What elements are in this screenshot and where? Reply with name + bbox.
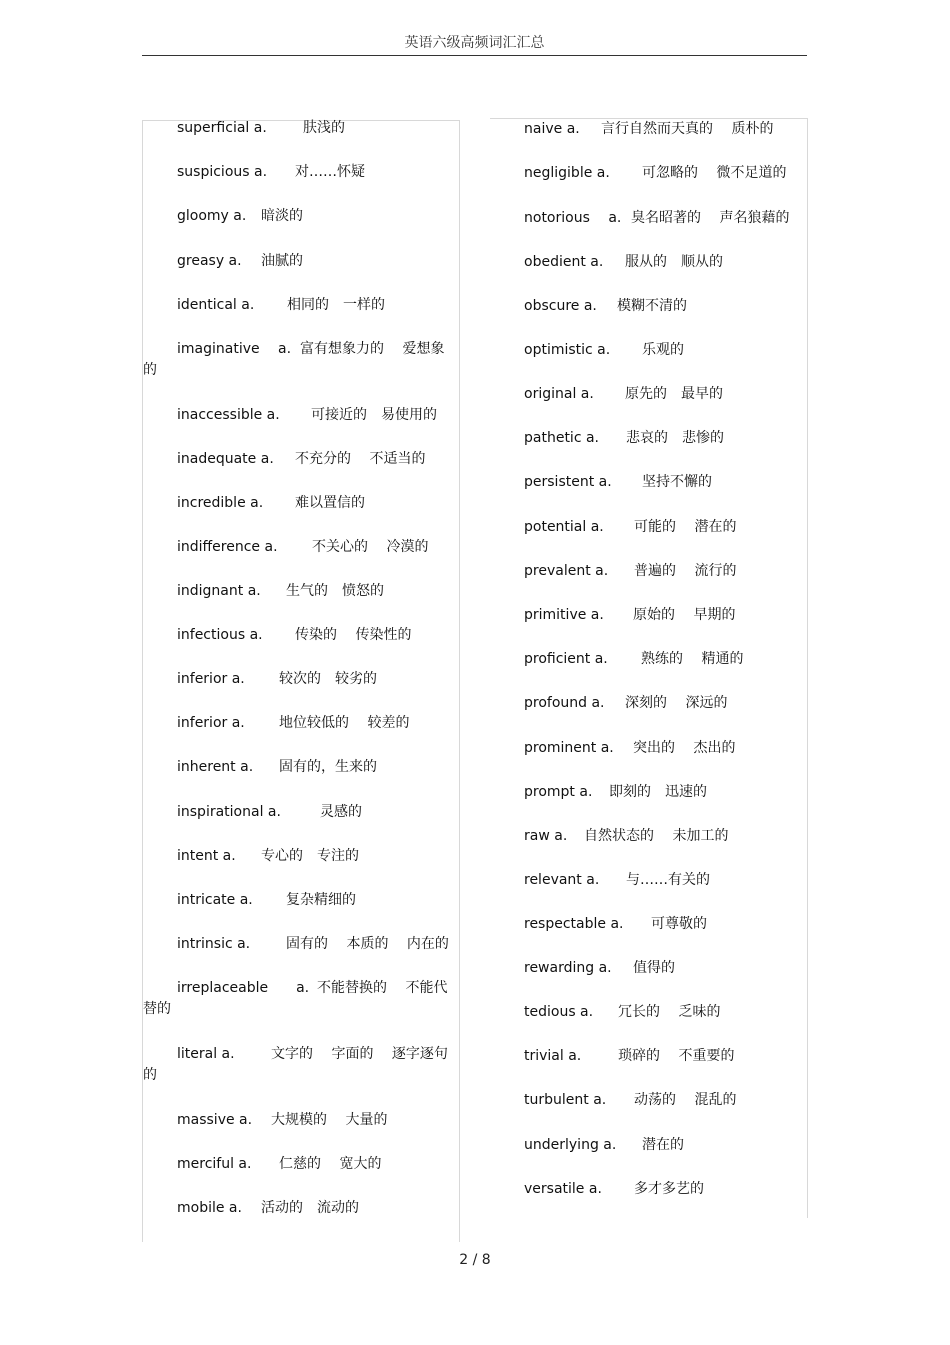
vocab-entry-line (490, 605, 808, 626)
vocab-entry-line (490, 1135, 808, 1156)
vocab-word: irreplaceable a. (177, 980, 310, 996)
vocab-entry-line (143, 757, 461, 778)
vocab-entry (490, 649, 808, 670)
vocab-entry-line (143, 1198, 461, 1219)
vocab-entry (490, 163, 808, 184)
vocab-entry-line (143, 846, 461, 867)
vocab-entry-line (490, 1179, 808, 1200)
vocab-entry-line (143, 493, 461, 514)
vocab-meaning: 言行自然而天真的 质朴的 (601, 121, 774, 137)
vocab-word: imaginative a. (177, 341, 292, 357)
vocab-word: intrinsic a. (177, 936, 251, 952)
vocab-entry (143, 757, 461, 778)
vocab-entry (143, 581, 461, 602)
vocab-meaning: 与……有关的 (626, 872, 710, 888)
vocab-entry (490, 252, 808, 273)
vocab-word: rewarding a. (524, 960, 612, 976)
vocab-meaning: 熟练的 精通的 (641, 651, 744, 667)
vocab-entry-line (143, 1044, 461, 1065)
vocab-entry (143, 206, 461, 227)
vocab-word: identical a. (177, 297, 255, 313)
vocab-entry (490, 208, 808, 229)
vocab-entry (143, 339, 461, 381)
vocab-meaning: 多才多艺的 (634, 1181, 704, 1197)
vocab-entry (143, 625, 461, 646)
vocab-entry (490, 1090, 808, 1111)
vocab-meaning: 文字的 字面的 逐字逐句 (271, 1046, 448, 1062)
vocab-meaning: 原始的 早期的 (633, 607, 736, 623)
vocab-meaning: 不关心的 冷漠的 (312, 539, 429, 555)
vocab-word: infectious a. (177, 627, 263, 643)
vocab-word: inferior a. (177, 671, 245, 687)
vocab-word: prominent a. (524, 740, 614, 756)
vocab-meaning: 地位较低的 较差的 (279, 715, 410, 731)
vocab-word: intent a. (177, 848, 236, 864)
vocab-entry (143, 1110, 461, 1131)
vocab-entry-line (490, 119, 808, 140)
vocab-entry-line (490, 649, 808, 670)
vocab-entry (490, 738, 808, 759)
vocab-meaning: 臭名昭著的 声名狼藉的 (631, 210, 790, 226)
vocab-meaning: 乐观的 (642, 342, 684, 358)
vocab-meaning: 复杂精细的 (286, 892, 356, 908)
vocab-meaning: 不充分的 不适当的 (295, 451, 426, 467)
vocab-entry-line (490, 296, 808, 317)
vocab-meaning: 突出的 杰出的 (633, 740, 736, 756)
vocab-meaning: 对……怀疑 (295, 164, 365, 180)
right-vocabulary-column (490, 118, 808, 1218)
vocab-meaning: 原先的 最早的 (625, 386, 723, 402)
vocab-word: prompt a. (524, 784, 593, 800)
vocab-meaning: 可接近的 易使用的 (311, 407, 437, 423)
vocab-entry-line (490, 826, 808, 847)
vocab-meaning: 相同的 一样的 (287, 297, 385, 313)
vocab-entry-line (490, 914, 808, 935)
vocab-entry (490, 870, 808, 891)
vocab-meaning: 琐碎的 不重要的 (618, 1048, 735, 1064)
vocab-word: potential a. (524, 519, 604, 535)
vocab-meaning: 难以置信的 (295, 495, 365, 511)
vocab-meaning: 可尊敬的 (651, 916, 707, 932)
vocab-entry-line (490, 1046, 808, 1067)
vocab-entry (490, 296, 808, 317)
vocab-meaning: 较次的 较劣的 (279, 671, 377, 687)
vocab-word: notorious a. (524, 210, 622, 226)
vocab-word: tedious a. (524, 1004, 594, 1020)
vocab-entry (143, 405, 461, 426)
vocab-word: negligible a. (524, 165, 610, 181)
vocab-meaning: 服从的 顺从的 (625, 254, 723, 270)
vocab-word: inadequate a. (177, 451, 274, 467)
vocab-meaning: 冗长的 乏味的 (618, 1004, 721, 1020)
vocab-entry (490, 826, 808, 847)
vocab-entry (490, 428, 808, 449)
vocab-meaning: 悲哀的 悲惨的 (626, 430, 724, 446)
vocab-entry (143, 449, 461, 470)
vocab-entry (490, 384, 808, 405)
vocab-meaning: 固有的 本质的 内在的 (286, 936, 449, 952)
vocab-word: turbulent a. (524, 1092, 607, 1108)
vocab-word: obscure a. (524, 298, 597, 314)
vocab-entry-line (143, 890, 461, 911)
vocab-word: mobile a. (177, 1200, 242, 1216)
vocab-entry-line (143, 251, 461, 272)
vocab-meaning: 自然状态的 未加工的 (584, 828, 729, 844)
vocab-meaning: 模糊不清的 (617, 298, 687, 314)
vocab-entry (490, 605, 808, 626)
vocab-entry-line (490, 958, 808, 979)
vocab-entry-line (490, 428, 808, 449)
vocab-word: indifference a. (177, 539, 278, 555)
vocab-entry-line (143, 1154, 461, 1175)
vocab-entry (143, 890, 461, 911)
vocab-word: persistent a. (524, 474, 612, 490)
vocab-meaning: 固有的，生来的 (279, 759, 377, 775)
vocab-meaning: 富有想象力的 爱想象 (300, 341, 445, 357)
vocab-entry (490, 517, 808, 538)
vocab-entry (143, 1044, 461, 1086)
vocab-entry-line (143, 537, 461, 558)
left-vocabulary-column (142, 120, 460, 1242)
document-header-title: 英语六级高频词汇汇总 (404, 35, 545, 51)
vocab-meaning-continuation: 的 (143, 1067, 157, 1083)
vocab-entry-line (490, 870, 808, 891)
vocab-entry (490, 1179, 808, 1200)
vocab-entry-line (143, 405, 461, 426)
vocab-entry (143, 493, 461, 514)
vocab-entry (143, 118, 461, 139)
vocab-entry (490, 693, 808, 714)
vocab-entry-line (490, 1002, 808, 1023)
vocab-word: massive a. (177, 1112, 253, 1128)
vocab-entry-line (143, 625, 461, 646)
vocab-entry (490, 1135, 808, 1156)
vocab-word: respectable a. (524, 916, 624, 932)
vocab-entry (143, 669, 461, 690)
vocab-entry (143, 846, 461, 867)
vocab-meaning: 仁慈的 宽大的 (279, 1156, 382, 1172)
vocab-meaning: 肤浅的 (303, 120, 345, 136)
vocab-entry-line (490, 340, 808, 361)
vocab-entry-line (143, 978, 461, 999)
vocab-meaning-continuation: 替的 (143, 1001, 171, 1017)
vocab-meaning: 暗淡的 (261, 208, 303, 224)
vocab-entry (143, 713, 461, 734)
vocab-word: inherent a. (177, 759, 254, 775)
vocab-entry (490, 561, 808, 582)
vocab-entry-line (143, 118, 461, 139)
vocab-entry (490, 1046, 808, 1067)
vocab-entry (143, 978, 461, 1020)
vocab-entry (143, 1198, 461, 1219)
vocab-entry-line (143, 581, 461, 602)
vocab-entry-line (143, 713, 461, 734)
vocab-entry (490, 1002, 808, 1023)
vocab-word: gloomy a. (177, 208, 247, 224)
vocab-entry (490, 782, 808, 803)
vocab-word: primitive a. (524, 607, 604, 623)
vocab-word: inaccessible a. (177, 407, 280, 423)
vocab-entry-line (490, 252, 808, 273)
vocab-entry (143, 537, 461, 558)
vocab-meaning: 生气的 愤怒的 (286, 583, 384, 599)
vocab-entry-line (490, 782, 808, 803)
vocab-entry-line (143, 295, 461, 316)
vocab-entry-line (143, 449, 461, 470)
vocab-word: superficial a. (177, 120, 267, 136)
vocab-entry (490, 119, 808, 140)
vocab-meaning: 即刻的 迅速的 (609, 784, 707, 800)
vocab-word: relevant a. (524, 872, 600, 888)
vocab-entry (143, 162, 461, 183)
vocab-entry-line (143, 206, 461, 227)
vocab-meaning: 值得的 (633, 960, 675, 976)
vocab-word: pathetic a. (524, 430, 599, 446)
vocab-entry (143, 934, 461, 955)
vocab-entry-line (143, 162, 461, 183)
vocab-word: proficient a. (524, 651, 608, 667)
vocab-entry (490, 472, 808, 493)
vocab-meaning: 潜在的 (642, 1137, 684, 1153)
vocab-entry-line (490, 738, 808, 759)
vocab-entry-line (490, 561, 808, 582)
vocab-word: suspicious a. (177, 164, 268, 180)
vocab-meaning: 专心的 专注的 (261, 848, 359, 864)
vocab-entry (143, 295, 461, 316)
vocab-entry-line (143, 669, 461, 690)
vocab-meaning: 动荡的 混乱的 (634, 1092, 737, 1108)
vocab-entry (143, 802, 461, 823)
vocab-entry-line (490, 693, 808, 714)
vocab-entry (143, 251, 461, 272)
vocab-word: inferior a. (177, 715, 245, 731)
vocab-entry-line (490, 163, 808, 184)
vocab-word: merciful a. (177, 1156, 252, 1172)
vocab-entry-line (490, 384, 808, 405)
vocab-meaning: 坚持不懈的 (642, 474, 712, 490)
vocab-word: incredible a. (177, 495, 264, 511)
vocab-meaning: 深刻的 深远的 (625, 695, 728, 711)
vocab-meaning: 活动的 流动的 (261, 1200, 359, 1216)
vocab-word: optimistic a. (524, 342, 611, 358)
vocab-entry-line (490, 208, 808, 229)
vocab-word: greasy a. (177, 253, 242, 269)
vocab-entry-line (143, 934, 461, 955)
vocab-entry-line (143, 802, 461, 823)
vocab-entry (490, 340, 808, 361)
vocab-word: versatile a. (524, 1181, 602, 1197)
vocab-word: underlying a. (524, 1137, 617, 1153)
vocab-word: trivial a. (524, 1048, 582, 1064)
vocab-word: indignant a. (177, 583, 261, 599)
vocab-meaning: 传染的 传染性的 (295, 627, 412, 643)
header-divider (142, 55, 807, 56)
vocab-entry-line (490, 517, 808, 538)
vocab-meaning: 大规模的 大量的 (271, 1112, 388, 1128)
vocab-meaning: 可忽略的 微不足道的 (642, 165, 787, 181)
vocab-entry-line (490, 1090, 808, 1111)
vocab-word: naive a. (524, 121, 580, 137)
vocab-meaning: 灵感的 (320, 804, 362, 820)
vocab-word: raw a. (524, 828, 568, 844)
vocab-meaning: 油腻的 (261, 253, 303, 269)
vocab-meaning: 可能的 潜在的 (634, 519, 737, 535)
vocab-meaning-continuation: 的 (143, 362, 157, 378)
vocab-word: inspirational a. (177, 804, 281, 820)
vocab-meaning: 不能替换的 不能代 (317, 980, 448, 996)
vocab-word: prevalent a. (524, 563, 609, 579)
vocab-word: original a. (524, 386, 594, 402)
vocab-word: profound a. (524, 695, 605, 711)
vocab-entry (143, 1154, 461, 1175)
vocab-meaning: 普遍的 流行的 (634, 563, 737, 579)
vocab-entry-line (143, 1110, 461, 1131)
vocab-entry (490, 914, 808, 935)
vocab-word: obedient a. (524, 254, 604, 270)
vocab-entry-line (490, 472, 808, 493)
vocab-word: intricate a. (177, 892, 253, 908)
vocab-word: literal a. (177, 1046, 235, 1062)
vocab-entry-line (143, 339, 461, 360)
page-number: 2 / 8 (459, 1252, 491, 1268)
vocab-entry (490, 958, 808, 979)
